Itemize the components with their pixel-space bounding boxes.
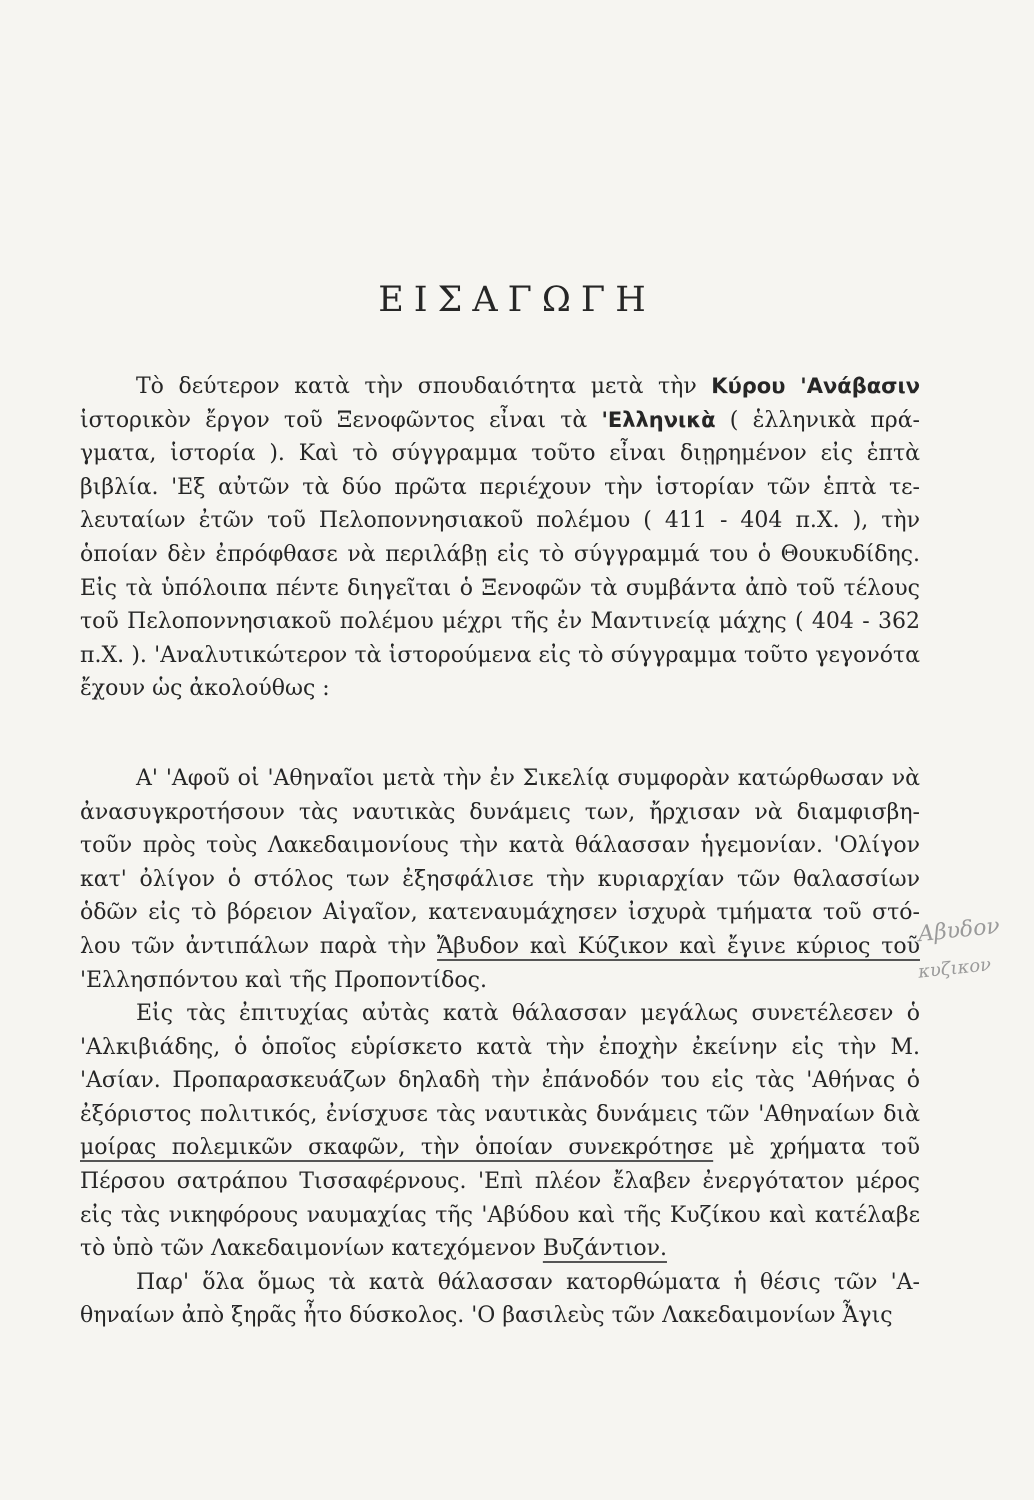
text-run: Εἰς τὰς ἐπιτυχίας αὐτὰς κατὰ θάλασσαν μεγάλως συνετέλεσεν ὁ 'Αλκιβιάδης, ὁ ὁποῖος εὑρίσκετο κατὰ τὴν ἐποχὴν ἐκείνην εἰς τὴν Μ. 'Ασίαν. Προπαρασκευάζων δηλαδὴ τὴν ἐπάνοδόν του εἰς τὰς 'Αθήνας ὁ ἐξόριστος πολιτικός, ἐνίσχυσε τὰς ναυτικὰς δυνάμεις τῶν 'Αθηναίων διὰ xyxy=(80,1001,920,1127)
paragraph-section-a xyxy=(80,762,920,997)
text-run: Τὸ δεύτερον κατὰ τὴν σπουδαιότητα μετὰ τὴν xyxy=(136,374,712,399)
text-run: μὲ χρήματα τοῦ Πέρσου σατράπου Τισσαφέρνους. 'Επὶ πλέον ἔλαβεν ἐνεργότατον μέρος εἰς τὰς νικηφόρους ναυμαχίας τῆς 'Αβύδου καὶ τῆς Κυζίκου καὶ κατέλαβε τὸ ὑπὸ τῶν Λακεδαιμονίων κατεχόμενον xyxy=(80,1135,920,1262)
paragraph-intro xyxy=(80,370,920,706)
underlined-text: μοίρας πολεμικῶν σκαφῶν, τὴν ὁποίαν συνεκρότησε xyxy=(80,1135,714,1161)
bold-term-hellenika: 'Ελληνικὰ xyxy=(601,407,716,432)
handwritten-margin-note: Αβυδον xyxy=(916,913,1001,948)
text-run: ( ἑλληνικὰ πρά-γματα, ἱστορία ). Καὶ τὸ σύγγραμμα τοῦτο εἶναι διῃρημένον εἰς ἑπτὰ βιβλία. 'Εξ αὐτῶν τὰ δύο πρῶτα περιέχουν τὴν ἱστορίαν τῶν ἑπτὰ τε-λευταίων ἐτῶν τοῦ Πελοποννησιακοῦ πολέμου ( 411 - 404 π.Χ. ), τὴν ὁποίαν δὲν ἐπρόφθασε νὰ περιλάβῃ εἰς τὸ σύγγραμμά του ὁ Θουκυδίδης. Εἰς τὰ ὑπόλοιπα πέντε διηγεῖται ὁ Ξενοφῶν τὰ συμβάντα ἀπὸ τοῦ τέλους τοῦ Πελοποννησιακοῦ πολέμου μέχρι τῆς ἐν Μαντινείᾳ μάχης ( 404 - 362 π.Χ. ). 'Αναλυτικώτερον τὰ ἱστορούμενα εἰς τὸ σύγγραμμα τοῦτο γεγονότα ἔχουν ὡς ἀκολούθως : xyxy=(80,407,920,702)
bold-term-anabasis: Κύρου 'Ανάβασιν xyxy=(711,374,920,398)
document-body xyxy=(80,370,920,1333)
paragraph-land-position xyxy=(80,1266,920,1333)
text-run: 'Ελλησπόντου καὶ τῆς Προποντίδος. xyxy=(80,967,487,993)
text-run: ἱστορικὸν ἔργον τοῦ Ξενοφῶντος εἶναι τὰ xyxy=(80,407,602,433)
text-run: Παρ' ὅλα ὅμως τὰ κατὰ θάλασσαν κατορθώματα ἡ θέσις τῶν 'Α-θηναίων ἀπὸ ξηρᾶς ἦτο δύσκολος. 'Ο βασιλεὺς τῶν Λακεδαιμονίων Ἆγις xyxy=(80,1269,920,1329)
underlined-text: Ἄβυδον καὶ Κύζικον καὶ ἔγινε κύριος τοῦ xyxy=(437,933,920,959)
handwritten-margin-note: κυζικον xyxy=(917,954,993,983)
section-gap xyxy=(80,706,920,762)
text-run: Α' 'Αφοῦ οἱ 'Αθηναῖοι μετὰ τὴν ἐν Σικελίᾳ συμφορὰν κατώρθωσαν νὰ ἀνασυγκροτήσουν τὰς ναυτικὰς δυνάμεις των, ἤρχισαν νὰ διαμφισβη-τοῦν πρὸς τοὺς Λακεδαιμονίους τὴν κατὰ θάλασσαν ἡγεμονίαν. 'Ολίγον κατ' ὀλίγον ὁ στόλος των ἐξησφάλισε τὴν κυριαρχίαν τῶν θαλασσίων ὁδῶν εἰς τὸ βόρειον Αἰγαῖον, κατεναυμάχησεν ἰσχυρὰ τμήματα τοῦ στό-λου τῶν ἀντιπάλων παρὰ τὴν xyxy=(80,765,920,959)
page-title: ΕΙΣΑΓΩΓΗ xyxy=(378,280,656,320)
underlined-text: Βυζάντιον. xyxy=(542,1236,667,1262)
paragraph-alcibiades xyxy=(80,997,920,1266)
